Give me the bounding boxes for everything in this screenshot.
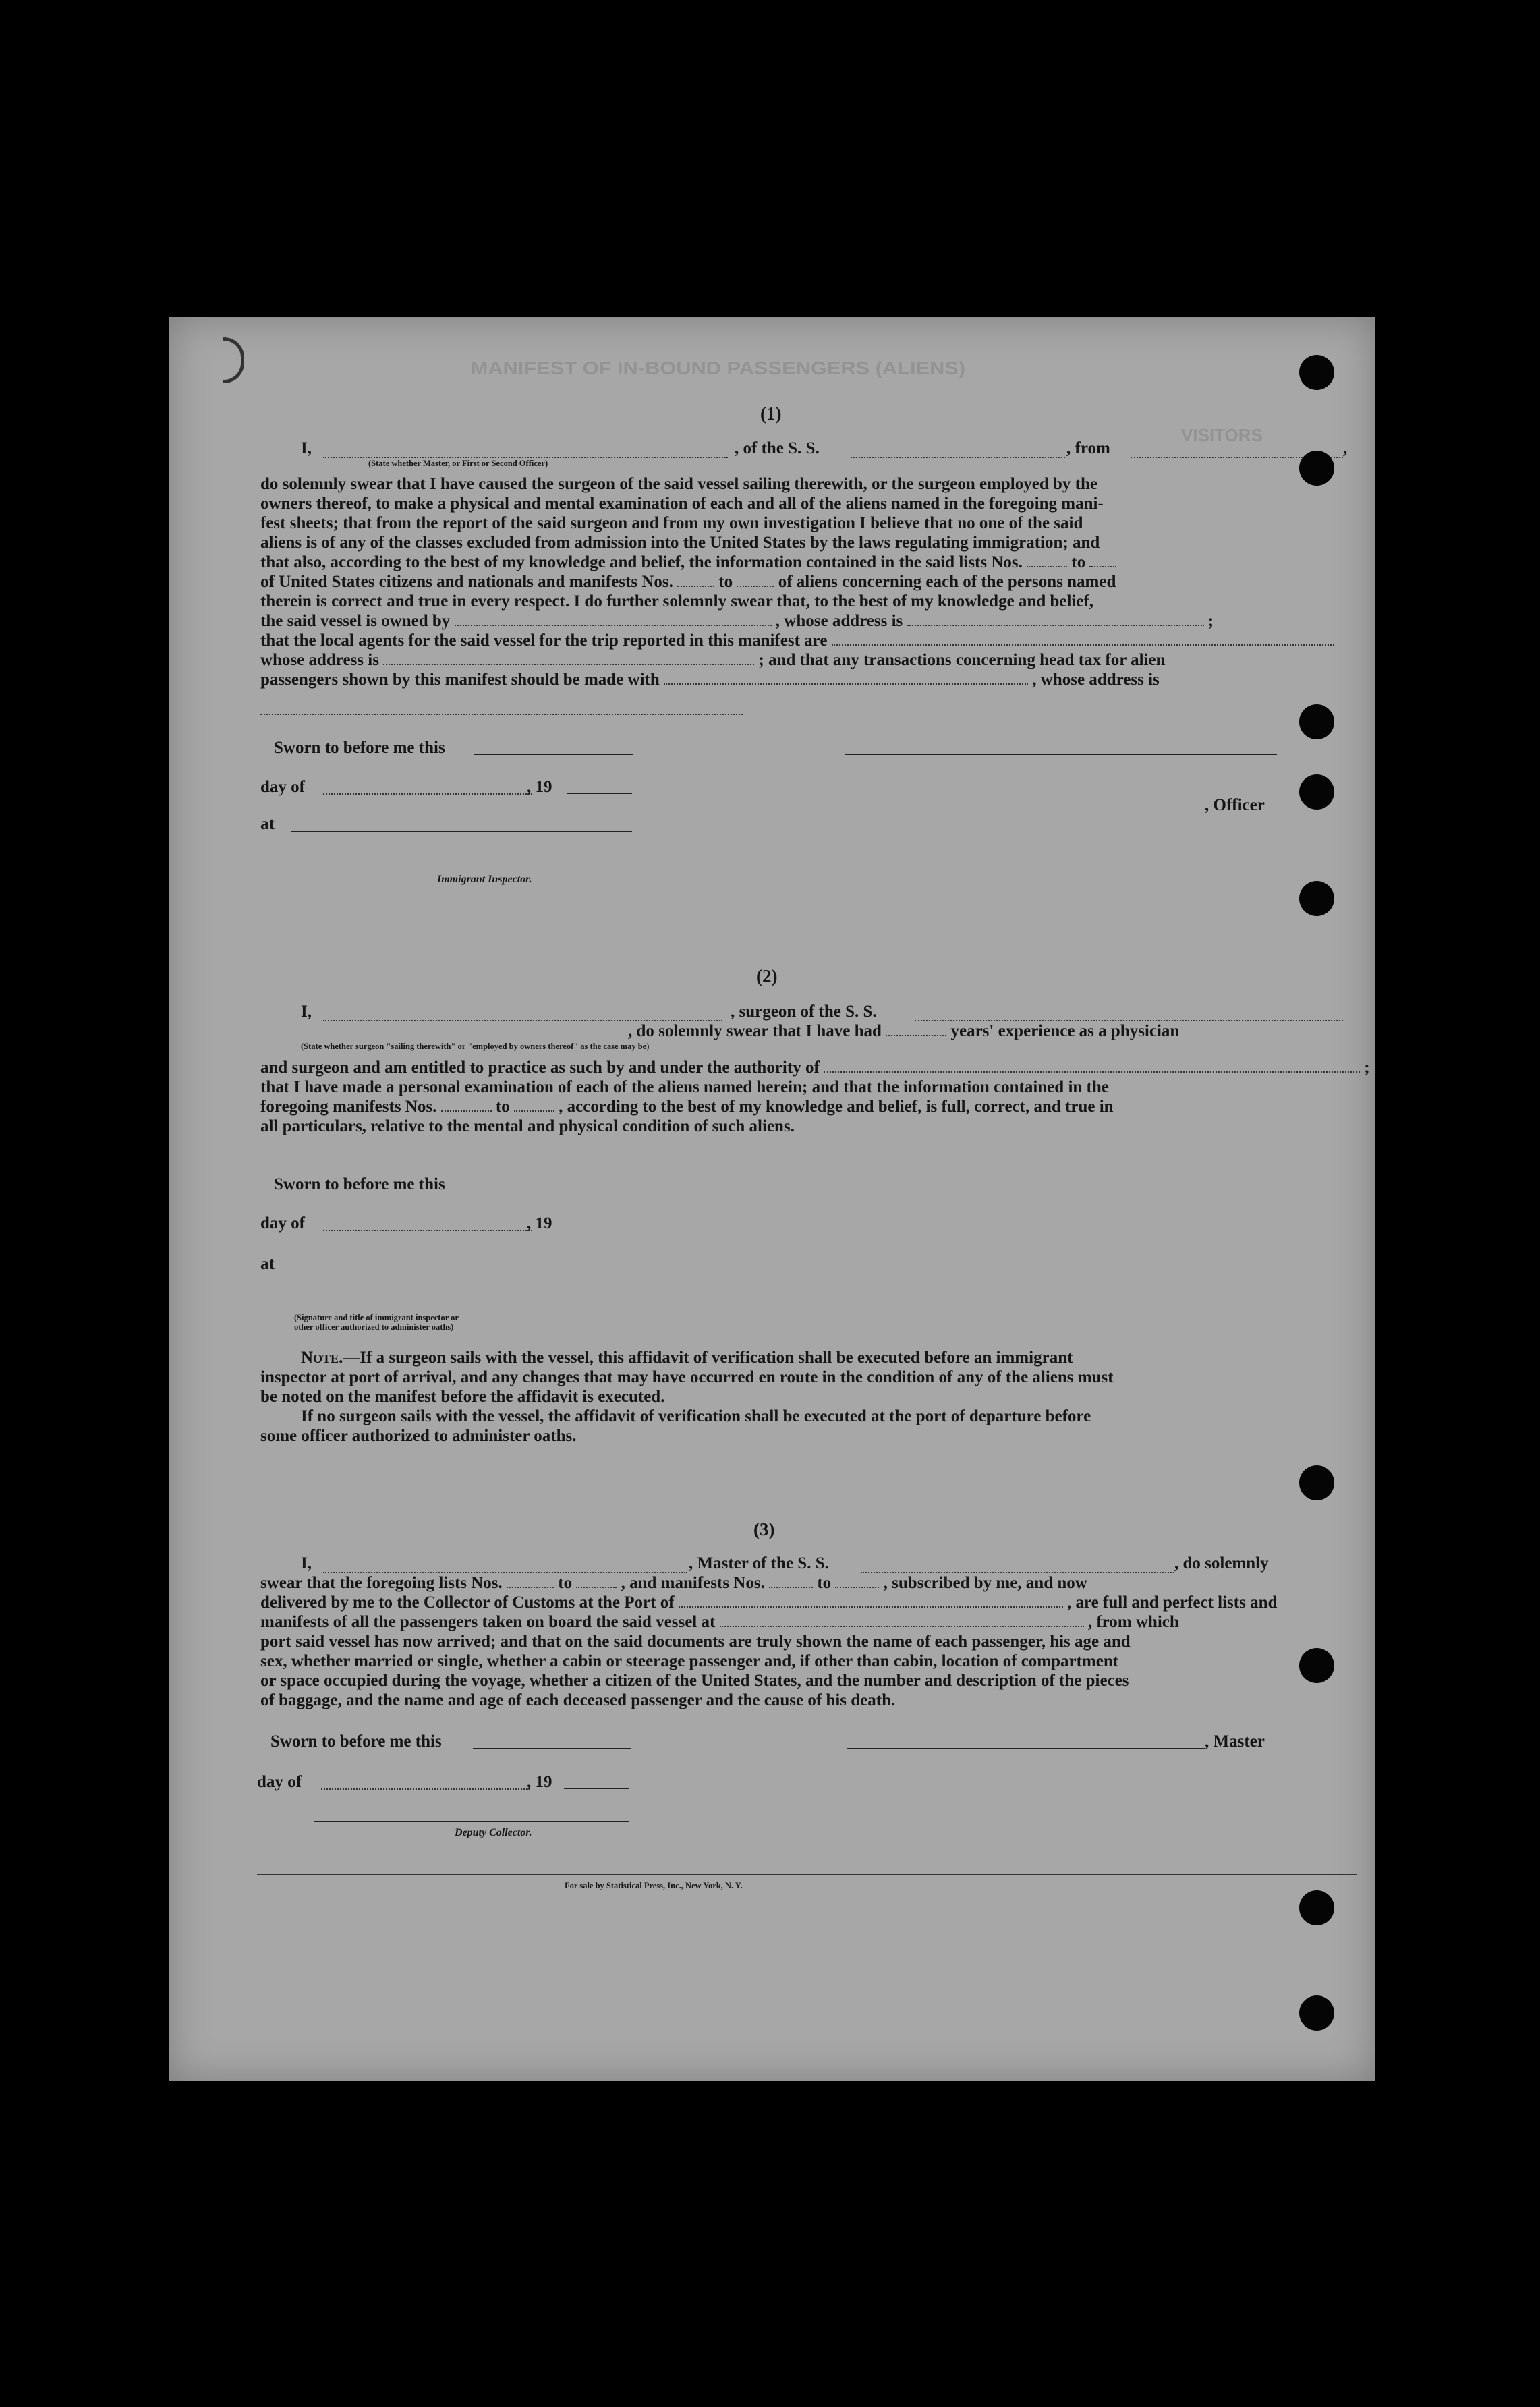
punch-hole-4 [1299, 774, 1334, 810]
s2-swear: , do solemnly swear that I have had years' experience as a physician [628, 1022, 1180, 1040]
s2-sig-caption-1: (Signature and title of immigrant inspector or [294, 1313, 459, 1322]
s3-line1: I, [301, 1554, 312, 1573]
s2-note-2: inspector at port of arrival, and any changes that may have occurred en route in the condition of any of the aliens must [260, 1368, 1114, 1386]
s1-body-1: owners thereof, to make a physical and mental examination of each and all of the aliens named in the foregoing mani- [260, 494, 1104, 513]
s1-body-5: of United States citizens and nationals and manifests Nos. to of aliens concerning each of the persons named [260, 573, 1116, 591]
s3-body-0: port said vessel has now arrived; and that on the said documents are truly shown the name of each passenger, his age and [260, 1633, 1131, 1651]
punch-hole-9 [1299, 1995, 1334, 2031]
s1-at: at [260, 815, 275, 833]
punch-hole-6 [1299, 1465, 1334, 1500]
s2-note-4: If no surgeon sails with the vessel, the affidavit of verification shall be executed at the port of departure before [301, 1407, 1091, 1425]
s3-year: , 19 [527, 1773, 552, 1791]
s1-body-9: whose address is ; and that any transactions concerning head tax for alien [260, 651, 1166, 669]
s3-deputy: Deputy Collector. [455, 1827, 532, 1838]
s1-day-of: day of [260, 778, 305, 796]
s1-officer: , Officer [1205, 796, 1265, 814]
punch-hole-2 [1299, 451, 1334, 486]
form-page [169, 317, 1375, 2081]
punch-hole-3 [1299, 704, 1334, 739]
printer-footer: For sale by Statistical Press, Inc., New York, N. Y. [565, 1881, 743, 1890]
s3-body-manifests: manifests of all the passengers taken on board the said vessel at , from which [260, 1613, 1179, 1631]
s1-inspector: Immigrant Inspector. [437, 874, 532, 885]
s3-master: , Master [1205, 1732, 1265, 1751]
s1-body-4: that also, according to the best of my knowledge and belief, the information contained in the said lists Nos. to [260, 553, 1116, 573]
faint-title: MANIFEST OF IN-BOUND PASSENGERS (ALIENS) [470, 358, 966, 378]
s1-body-10: passengers shown by this manifest should be made with , whose address is [260, 671, 1160, 689]
s3-body-swear: swear that the foregoing lists Nos. to , and manifests Nos. to , subscribed by me, and now [260, 1574, 1087, 1592]
s1-body-3: aliens is of any of the classes excluded from admission into the United States by the laws regulating immigration; and [260, 534, 1100, 552]
punch-hole-1 [1299, 355, 1334, 390]
s2-at: at [260, 1255, 275, 1273]
s2-body-3: foregoing manifests Nos. to , according to the best of my knowledge and belief, is full, correct, and true in [260, 1098, 1114, 1116]
s1-line1-end: , [1343, 439, 1348, 457]
s1-ss-label: , of the S. S. [735, 439, 820, 457]
s2-body-2: that I have made a personal examination of each of the aliens named herein; and that the information contained in the [260, 1078, 1109, 1096]
s2-sig-caption-2: other officer authorized to administer oaths) [294, 1322, 454, 1332]
punch-hole-7 [1299, 1648, 1334, 1683]
s1-body-7: the said vessel is owned by , whose address is ; [260, 612, 1214, 630]
s1-body-6: therein is correct and true in every respect. I do further solemnly swear that, to the best of my knowledge and belief, [260, 592, 1094, 611]
s1-body-0: do solemnly swear that I have caused the surgeon of the said vessel sailing therewith, or the surgeon employed by the [260, 475, 1097, 493]
section3-number: (3) [753, 1519, 775, 1539]
s3-body-1: sex, whether married or single, whether a cabin or steerage passenger and, if other than cabin, location of compartment [260, 1652, 1119, 1670]
s1-line1: I, [301, 439, 312, 457]
s3-sworn: Sworn to before me this [270, 1732, 442, 1751]
s1-caption-master: (State whether Master, or First or Second Officer) [368, 459, 548, 468]
s2-note-3: be noted on the manifest before the affidavit is executed. [260, 1388, 665, 1406]
clip-mark [223, 337, 244, 383]
s1-sworn: Sworn to before me this [274, 739, 445, 757]
s2-sworn: Sworn to before me this [274, 1175, 445, 1193]
punch-hole-5 [1299, 881, 1334, 916]
s1-body-2: fest sheets; that from the report of the said surgeon and from my own investigation I believe that no one of the said [260, 514, 1083, 532]
s2-body-1: and surgeon and am entitled to practice as such by and under the authority of ; [260, 1058, 1370, 1077]
s2-body-4: all particulars, relative to the mental and physical condition of such aliens. [260, 1117, 795, 1135]
s2-line1: I, [301, 1002, 312, 1021]
s2-day-of: day of [260, 1214, 305, 1233]
s3-body-3: of baggage, and the name and age of each deceased passenger and the cause of his death. [260, 1691, 896, 1709]
punch-hole-8 [1299, 1890, 1334, 1925]
s3-day-of: day of [257, 1773, 302, 1791]
section1-number: (1) [760, 403, 782, 424]
s2-note-1: Note.—If a surgeon sails with the vessel, this affidavit of verification shall be executed before an immigrant [301, 1349, 1073, 1367]
s2-note-5: some officer authorized to administer oaths. [260, 1427, 577, 1445]
s3-body-delivered: delivered by me to the Collector of Customs at the Port of , are full and perfect lists and [260, 1593, 1278, 1612]
section2-number: (2) [756, 966, 778, 986]
s3-master-ss: , Master of the S. S. [689, 1554, 829, 1573]
s1-from-label: , from [1066, 439, 1110, 457]
s2-year: , 19 [527, 1214, 552, 1233]
s2-caption: (State whether surgeon "sailing therewith" or "employed by owners thereof" as the case may be) [301, 1042, 650, 1051]
s1-year: , 19 [527, 778, 552, 796]
faint-stamp: VISITORS [1181, 425, 1263, 445]
s3-do-solemnly: , do solemnly [1174, 1554, 1269, 1573]
s1-body-8: that the local agents for the said vessel for the trip reported in this manifest are [260, 631, 1334, 651]
s2-surgeon-label: , surgeon of the S. S. [731, 1002, 877, 1021]
s3-body-2: or space occupied during the voyage, whether a citizen of the United States, and the number and description of the pieces [260, 1672, 1129, 1690]
